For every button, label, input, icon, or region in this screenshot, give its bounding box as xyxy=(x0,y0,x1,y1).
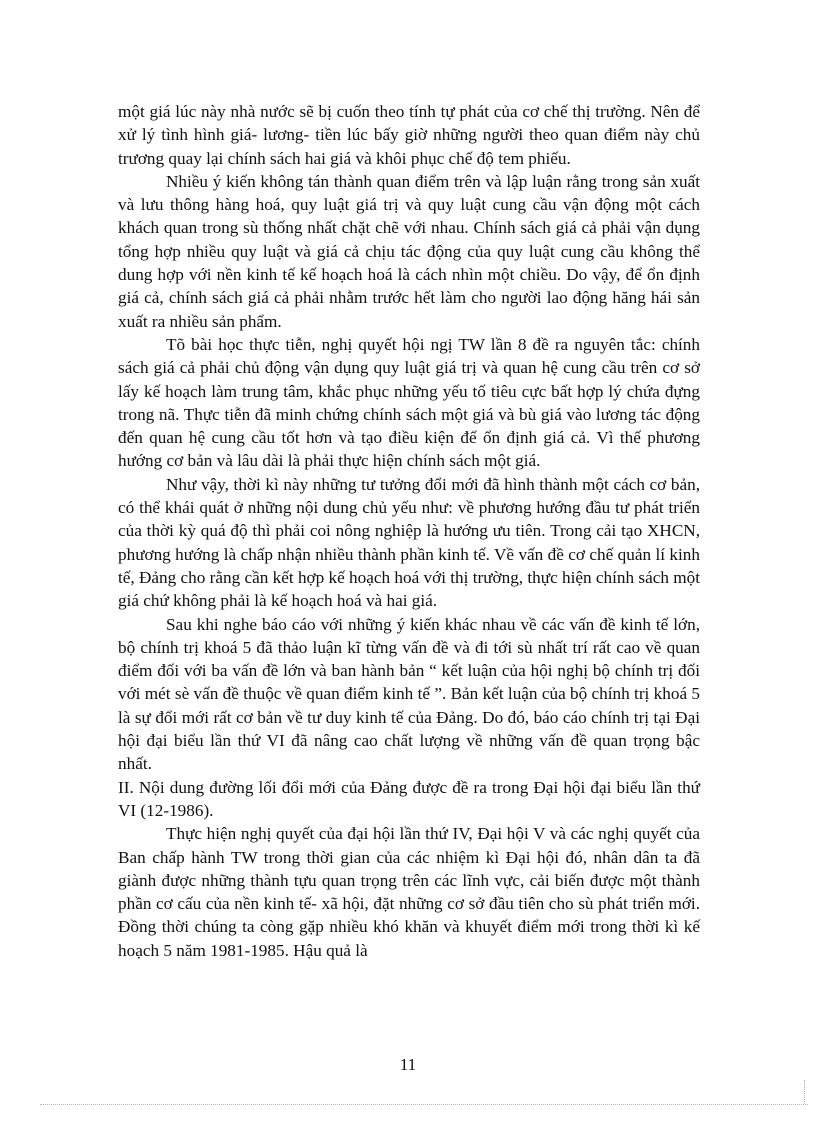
document-body xyxy=(118,100,700,962)
section-heading: II. Nội dung đường lối đổi mới của Đảng được đề ra trong Đại hội đại biểu lần thứ VI (12-1986). xyxy=(118,777,700,820)
paragraph: Thực hiện nghị quyết của đại hội lần thứ IV, Đại hội V và các nghị quyết của Ban chấp hành TW trong thời gian của các nhiệm kì Đại hội đó, nhân dân ta đã giành được những thành tựu quan trọng trên các lĩnh vực, cải biến được một thành phần cơ cấu của nền kinh tế- xã hội, đặt những cơ sở đầu tiên cho sù phát triển mới. Đồng thời chúng ta còng gặp nhiều khó khăn và khuyết điểm mới trong thời kì kế hoạch 5 năm 1981-1985. Hậu quả là xyxy=(118,824,700,960)
page-border-bottom xyxy=(40,1104,808,1105)
paragraph: Nhiều ý kiến không tán thành quan điểm trên và lập luận rằng trong sản xuất và lưu thông hàng hoá, quy luật giá trị và quy luật cung cầu vận động một cách khách quan trong sù thống nhất chặt chẽ với nhau. Chính sách giá cả phải vận dụng tổng hợp nhiều quy luật và giá cả chịu tác động của quy luật cung cầu không thể dung hợp với nền kinh tế kế hoạch hoá là cách nhìn một chiều. Do vậy, để ổn định giá cả, chính sách giá cả phải nhằm trước hết làm cho người lao động hăng hái sản xuất ra nhiều sản phẩm. xyxy=(118,171,700,331)
paragraph: Tõ bài học thực tiễn, nghị quyết hội ngị TW lần 8 đề ra nguyên tắc: chính sách giá cả phải chủ động vận dụng quy luật giá trị và quan hệ cung cầu trên cơ sở lấy kế hoạch làm trung tâm, khắc phục những yếu tố tiêu cực bất hợp lý chứa đựng trong nã. Thực tiễn đã minh chứng chính sách một giá và bù giá vào lương tác động đến quan hệ cung cầu tốt hơn và tạo điều kiện để ổn định giá cả. Vì thế phương hướng cơ bản và lâu dài là phải thực hiện chính sách một giá. xyxy=(118,334,700,471)
paragraph: Như vậy, thời kì này những tư tưởng đổi mới đã hình thành một cách cơ bản, có thể khái quát ở những nội dung chủ yếu như: về phương hướng đầu tư phát triển của thời kỳ quá độ thì phải coi nông nghiệp là hướng ưu tiên. Trong cải tạo XHCN, phương hướng là chấp nhận nhiều thành phần kinh tế. Về vấn đề cơ chế quản lí kinh tế, Đảng cho rằng cần kết hợp kế hoạch hoá với thị trường, thực hiện chính sách một giá chứ không phải là kế hoạch hoá và hai giá. xyxy=(118,474,700,611)
page-border-right xyxy=(804,1080,805,1104)
paragraph: Sau khi nghe báo cáo với những ý kiến khác nhau về các vấn đề kinh tế lớn, bộ chính trị khoá 5 đã thảo luận kĩ từng vấn đề và đi tới sù nhất trí rất cao về quan điểm đối với ba vấn đề lớn và ban hành bản “ kết luận của hội nghị bộ chính trị đối với mét sè vấn đề thuộc về quan điểm kinh tế ”. Bản kết luận của bộ chính trị khoá 5 là sự đổi mới rất cơ bản về tư duy kinh tế của Đảng. Do đó, báo cáo chính trị tại Đại hội đại biểu lần thứ VI đã nâng cao chất lượng về những vấn đề quan trọng bậc nhất. xyxy=(118,614,700,774)
page-number: 11 xyxy=(399,1055,417,1074)
paragraph-continuation: một giá lúc này nhà nước sẽ bị cuốn theo tính tự phát của cơ chế thị trường. Nên để xử lý tình hình giá- lương- tiền lúc bấy giờ những người theo quan điểm này chủ trương quay lại chính sách hai giá và khôi phục chế độ tem phiếu. xyxy=(118,102,700,168)
